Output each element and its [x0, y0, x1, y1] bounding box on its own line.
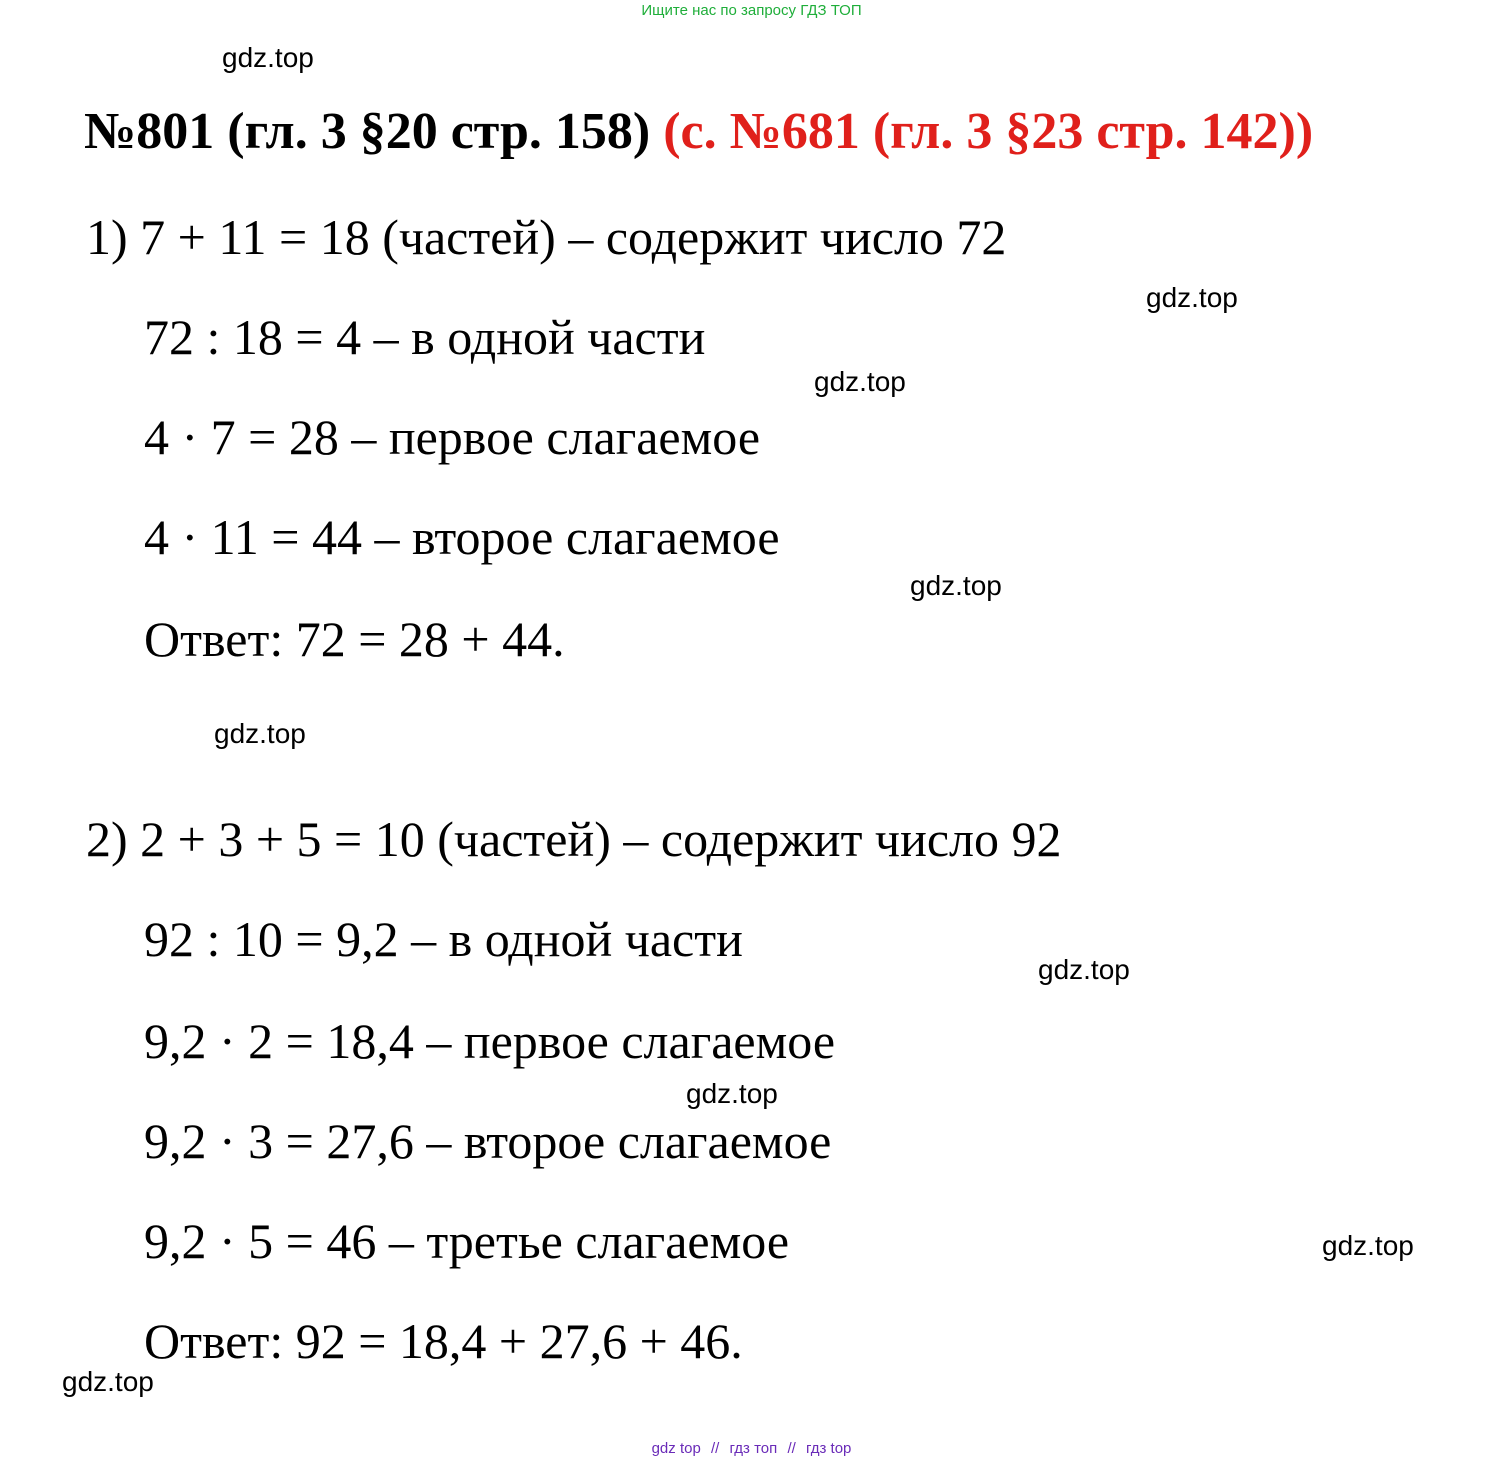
part1-line-3: 4 · 7 = 28 – первое слагаемое	[144, 409, 761, 465]
footer-separator: //	[710, 1440, 720, 1457]
watermark: gdz.top	[1146, 282, 1238, 313]
footer-link[interactable]: гдз топ	[729, 1440, 778, 1457]
part2-answer: Ответ: 92 = 18,4 + 27,6 + 46.	[144, 1313, 743, 1369]
part1-line-4: 4 · 11 = 44 – второе слагаемое	[144, 509, 780, 565]
task-reference: (с. №681 (гл. 3 §23 стр. 142))	[663, 103, 1314, 160]
watermark: gdz.top	[62, 1366, 154, 1397]
footer-links	[0, 1440, 1503, 1457]
watermark: gdz.top	[910, 570, 1002, 601]
part2-line-3: 9,2 · 2 = 18,4 – первое слагаемое	[144, 1013, 836, 1069]
part1-line-2: 72 : 18 = 4 – в одной части	[144, 309, 706, 365]
part2-line-1: 2) 2 + 3 + 5 = 10 (частей) – содержит число 92	[86, 811, 1062, 867]
part1-line-1: 1) 7 + 11 = 18 (частей) – содержит число 72	[86, 209, 1007, 265]
footer-link[interactable]: gdz top	[651, 1440, 701, 1457]
part2-line-2: 92 : 10 = 9,2 – в одной части	[144, 911, 743, 967]
watermark: gdz.top	[814, 366, 906, 397]
footer-separator: //	[787, 1440, 796, 1457]
watermark: gdz.top	[686, 1078, 778, 1109]
watermark: gdz.top	[1322, 1230, 1414, 1261]
footer-link[interactable]: гдз top	[805, 1440, 852, 1457]
watermark: gdz.top	[214, 718, 306, 749]
search-banner: Ищите нас по запросу ГДЗ ТОП	[641, 2, 862, 19]
page-title	[84, 102, 1313, 161]
part2-line-5: 9,2 · 5 = 46 – третье слагаемое	[144, 1213, 790, 1269]
part1-answer: Ответ: 72 = 28 + 44.	[144, 611, 565, 667]
watermark: gdz.top	[1038, 954, 1130, 985]
watermark: gdz.top	[222, 42, 314, 73]
task-number: №801 (гл. 3 §20 стр. 158)	[84, 103, 651, 160]
part2-line-4: 9,2 · 3 = 27,6 – второе слагаемое	[144, 1113, 832, 1169]
